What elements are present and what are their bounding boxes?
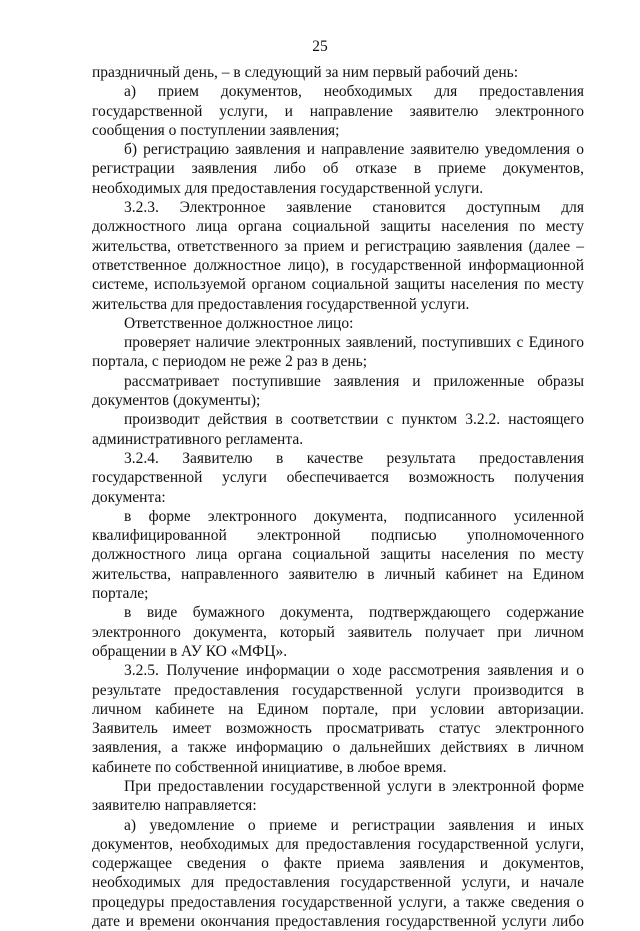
paragraph-electronic-form-notice: При предоставлении государственной услуги в электронной форме заявителю направляется: — [92, 777, 584, 815]
paragraph-performs-actions: производит действия в соответствии с пунктом 3.2.2. настоящего административного регламента. — [92, 411, 584, 448]
paragraph-continuation: праздничный день, – в следующий за ним первый рабочий день: — [92, 64, 519, 81]
paragraph-item-b: б) регистрацию заявления и направление заявителю уведомления о регистрации заявления либо об отказе в приеме документов, необходимых для предоставления государственной услуги. — [92, 141, 584, 197]
paragraph-electronic-document: в форме электронного документа, подписанного усиленной квалифицированной электронной подписью уполномоченного должностного лица органа социальной защиты населения по месту жительства, направленного заявителю в личный кабинет на Едином портале; — [92, 507, 584, 603]
paragraph-3-2-5: 3.2.5. Получение информации о ходе рассмотрения заявления и о результате предоставления государственной услуги производится в личном кабинете на Едином портале, при условии авторизации. Заявитель имеет возможность просматривать статус электронного заявления, а также информацию о дальнейших действиях в личном кабинете по собственной инициативе, в любое время. — [92, 662, 584, 776]
paragraph-notification-a: а) уведомление о приеме и регистрации заявления и иных документов, необходимых для предоставления государственной услуги, содержащее сведения о факте приема заявления и документов, необходимых для предоставления государственной услуги, и начале процедуры предоставления государственной услуги, а также сведения о дате и времени окончания предоставления государственной услуги либо — [92, 816, 584, 931]
paragraph-reviews-applications: рассматривает поступившие заявления и приложенные образы документов (документы); — [92, 372, 584, 410]
page-number: 25 — [312, 38, 328, 55]
paragraph-3-2-4: 3.2.4. Заявителю в качестве результата предоставления государственной услуги обеспечивается возможность получения документа: — [92, 449, 584, 506]
paragraph-3-2-3: 3.2.3. Электронное заявление становится доступным для должностного лица органа социальной защиты населения по месту жительства, ответственного за прием и регистрацию заявления (далее – ответственное должностное лицо), в государственной информационной системе, используемой органом социальной защиты населения по месту жительства для предоставления государственной услуги. — [92, 199, 584, 313]
paragraph-checks-applications: проверяет наличие электронных заявлений, поступивших с Единого портала, с периодом не реже 2 раз в день; — [92, 334, 584, 371]
document-body — [92, 63, 584, 931]
paragraph-paper-document: в виде бумажного документа, подтверждающего содержание электронного документа, который заявитель получает при личном обращении в АУ КО «МФЦ». — [92, 604, 584, 660]
paragraph-item-a: а) прием документов, необходимых для предоставления государственной услуги, и направление заявителю электронного сообщения о поступлении заявления; — [92, 83, 584, 139]
paragraph-responsible-official: Ответственное должностное лицо: — [124, 314, 354, 332]
